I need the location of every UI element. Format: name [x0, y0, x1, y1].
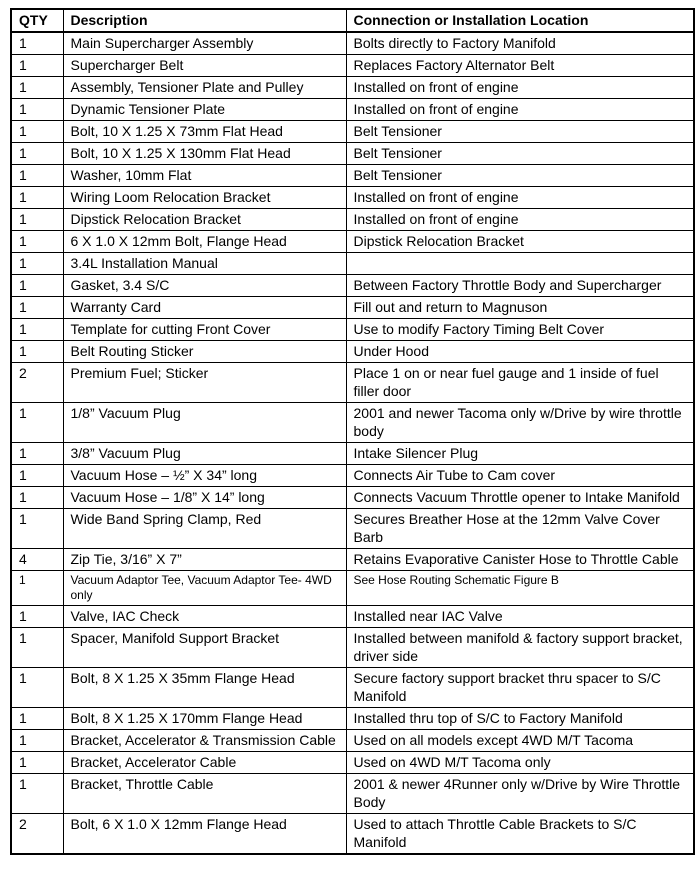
parts-table-body: [11, 32, 694, 854]
qty-cell: 2: [11, 363, 63, 403]
location-cell: Installed on front of engine: [346, 187, 694, 209]
table-row: [11, 297, 694, 319]
description-cell: Wide Band Spring Clamp, Red: [63, 509, 346, 549]
qty-cell: 1: [11, 165, 63, 187]
location-cell: Installed near IAC Valve: [346, 606, 694, 628]
location-column-header: Connection or Installation Location: [346, 9, 694, 32]
description-cell: Template for cutting Front Cover: [63, 319, 346, 341]
location-cell: Used on 4WD M/T Tacoma only: [346, 752, 694, 774]
location-cell: Retains Evaporative Canister Hose to Throttle Cable: [346, 549, 694, 571]
description-cell: Bolt, 10 X 1.25 X 130mm Flat Head: [63, 143, 346, 165]
table-row: [11, 549, 694, 571]
location-cell: Belt Tensioner: [346, 165, 694, 187]
location-cell: Secures Breather Hose at the 12mm Valve Cover Barb: [346, 509, 694, 549]
qty-cell: 1: [11, 752, 63, 774]
description-cell: Gasket, 3.4 S/C: [63, 275, 346, 297]
table-row: [11, 465, 694, 487]
qty-cell: 1: [11, 403, 63, 443]
description-cell: Bracket, Accelerator Cable: [63, 752, 346, 774]
table-row: [11, 774, 694, 814]
location-cell: Installed on front of engine: [346, 77, 694, 99]
description-column-header: Description: [63, 9, 346, 32]
description-cell: Vacuum Hose – 1/8” X 14” long: [63, 487, 346, 509]
location-cell: Connects Air Tube to Cam cover: [346, 465, 694, 487]
table-row: [11, 606, 694, 628]
description-cell: Bracket, Accelerator & Transmission Cable: [63, 730, 346, 752]
qty-cell: 1: [11, 187, 63, 209]
qty-cell: 1: [11, 628, 63, 668]
qty-cell: 1: [11, 668, 63, 708]
description-cell: Valve, IAC Check: [63, 606, 346, 628]
location-cell: Connects Vacuum Throttle opener to Intake Manifold: [346, 487, 694, 509]
table-row: [11, 77, 694, 99]
description-cell: Bracket, Throttle Cable: [63, 774, 346, 814]
qty-cell: 1: [11, 443, 63, 465]
table-row: [11, 571, 694, 606]
table-row: [11, 231, 694, 253]
location-cell: Between Factory Throttle Body and Supercharger: [346, 275, 694, 297]
location-cell: Under Hood: [346, 341, 694, 363]
location-cell: See Hose Routing Schematic Figure B: [346, 571, 694, 606]
description-cell: 1/8” Vacuum Plug: [63, 403, 346, 443]
description-cell: Zip Tie, 3/16” X 7”: [63, 549, 346, 571]
table-row: [11, 708, 694, 730]
location-cell: Secure factory support bracket thru spacer to S/C Manifold: [346, 668, 694, 708]
qty-cell: 1: [11, 297, 63, 319]
qty-cell: 1: [11, 708, 63, 730]
description-cell: Bolt, 8 X 1.25 X 35mm Flange Head: [63, 668, 346, 708]
location-cell: Bolts directly to Factory Manifold: [346, 32, 694, 55]
description-cell: Supercharger Belt: [63, 55, 346, 77]
table-row: [11, 487, 694, 509]
parts-table: [10, 8, 695, 855]
description-cell: Bolt, 10 X 1.25 X 73mm Flat Head: [63, 121, 346, 143]
qty-cell: 1: [11, 341, 63, 363]
location-cell: 2001 & newer 4Runner only w/Drive by Wire Throttle Body: [346, 774, 694, 814]
location-cell: Used on all models except 4WD M/T Tacoma: [346, 730, 694, 752]
table-row: [11, 628, 694, 668]
description-cell: Belt Routing Sticker: [63, 341, 346, 363]
qty-cell: 1: [11, 143, 63, 165]
table-row: [11, 403, 694, 443]
table-row: [11, 143, 694, 165]
description-cell: Main Supercharger Assembly: [63, 32, 346, 55]
description-cell: Wiring Loom Relocation Bracket: [63, 187, 346, 209]
location-cell: Place 1 on or near fuel gauge and 1 inside of fuel filler door: [346, 363, 694, 403]
table-row: [11, 55, 694, 77]
location-cell: Used to attach Throttle Cable Brackets to S/C Manifold: [346, 814, 694, 855]
qty-cell: 1: [11, 55, 63, 77]
table-row: [11, 165, 694, 187]
qty-column-header: QTY: [11, 9, 63, 32]
qty-cell: 1: [11, 319, 63, 341]
table-row: [11, 187, 694, 209]
qty-cell: 1: [11, 465, 63, 487]
description-cell: Dipstick Relocation Bracket: [63, 209, 346, 231]
location-cell: Replaces Factory Alternator Belt: [346, 55, 694, 77]
location-cell: Installed thru top of S/C to Factory Manifold: [346, 708, 694, 730]
description-cell: Vacuum Hose – ½” X 34” long: [63, 465, 346, 487]
header-row: [11, 9, 694, 32]
qty-cell: 1: [11, 253, 63, 275]
table-row: [11, 275, 694, 297]
qty-cell: 1: [11, 487, 63, 509]
location-cell: Belt Tensioner: [346, 121, 694, 143]
qty-cell: 1: [11, 231, 63, 253]
location-cell: Installed on front of engine: [346, 209, 694, 231]
table-row: [11, 32, 694, 55]
location-cell: Belt Tensioner: [346, 143, 694, 165]
description-cell: Warranty Card: [63, 297, 346, 319]
table-row: [11, 121, 694, 143]
location-cell: Intake Silencer Plug: [346, 443, 694, 465]
description-cell: 3.4L Installation Manual: [63, 253, 346, 275]
table-row: [11, 363, 694, 403]
qty-cell: 1: [11, 509, 63, 549]
qty-cell: 1: [11, 209, 63, 231]
description-cell: Vacuum Adaptor Tee, Vacuum Adaptor Tee- 4WD only: [63, 571, 346, 606]
location-cell: Installed on front of engine: [346, 99, 694, 121]
description-cell: Premium Fuel; Sticker: [63, 363, 346, 403]
table-row: [11, 209, 694, 231]
location-cell: Fill out and return to Magnuson: [346, 297, 694, 319]
description-cell: Bolt, 6 X 1.0 X 12mm Flange Head: [63, 814, 346, 855]
qty-cell: 2: [11, 814, 63, 855]
description-cell: 6 X 1.0 X 12mm Bolt, Flange Head: [63, 231, 346, 253]
table-row: [11, 443, 694, 465]
qty-cell: 1: [11, 77, 63, 99]
table-row: [11, 341, 694, 363]
qty-cell: 1: [11, 730, 63, 752]
qty-cell: 1: [11, 121, 63, 143]
description-cell: 3/8” Vacuum Plug: [63, 443, 346, 465]
description-cell: Assembly, Tensioner Plate and Pulley: [63, 77, 346, 99]
table-row: [11, 752, 694, 774]
location-cell: Dipstick Relocation Bracket: [346, 231, 694, 253]
table-row: [11, 814, 694, 855]
location-cell: [346, 253, 694, 275]
qty-cell: 1: [11, 606, 63, 628]
qty-cell: 1: [11, 32, 63, 55]
table-row: [11, 253, 694, 275]
qty-cell: 1: [11, 774, 63, 814]
location-cell: Installed between manifold & factory support bracket, driver side: [346, 628, 694, 668]
description-cell: Spacer, Manifold Support Bracket: [63, 628, 346, 668]
location-cell: 2001 and newer Tacoma only w/Drive by wire throttle body: [346, 403, 694, 443]
table-row: [11, 319, 694, 341]
qty-cell: 4: [11, 549, 63, 571]
qty-cell: 1: [11, 571, 63, 606]
qty-cell: 1: [11, 99, 63, 121]
table-row: [11, 509, 694, 549]
table-row: [11, 668, 694, 708]
table-row: [11, 730, 694, 752]
description-cell: Bolt, 8 X 1.25 X 170mm Flange Head: [63, 708, 346, 730]
location-cell: Use to modify Factory Timing Belt Cover: [346, 319, 694, 341]
qty-cell: 1: [11, 275, 63, 297]
description-cell: Washer, 10mm Flat: [63, 165, 346, 187]
table-row: [11, 99, 694, 121]
description-cell: Dynamic Tensioner Plate: [63, 99, 346, 121]
